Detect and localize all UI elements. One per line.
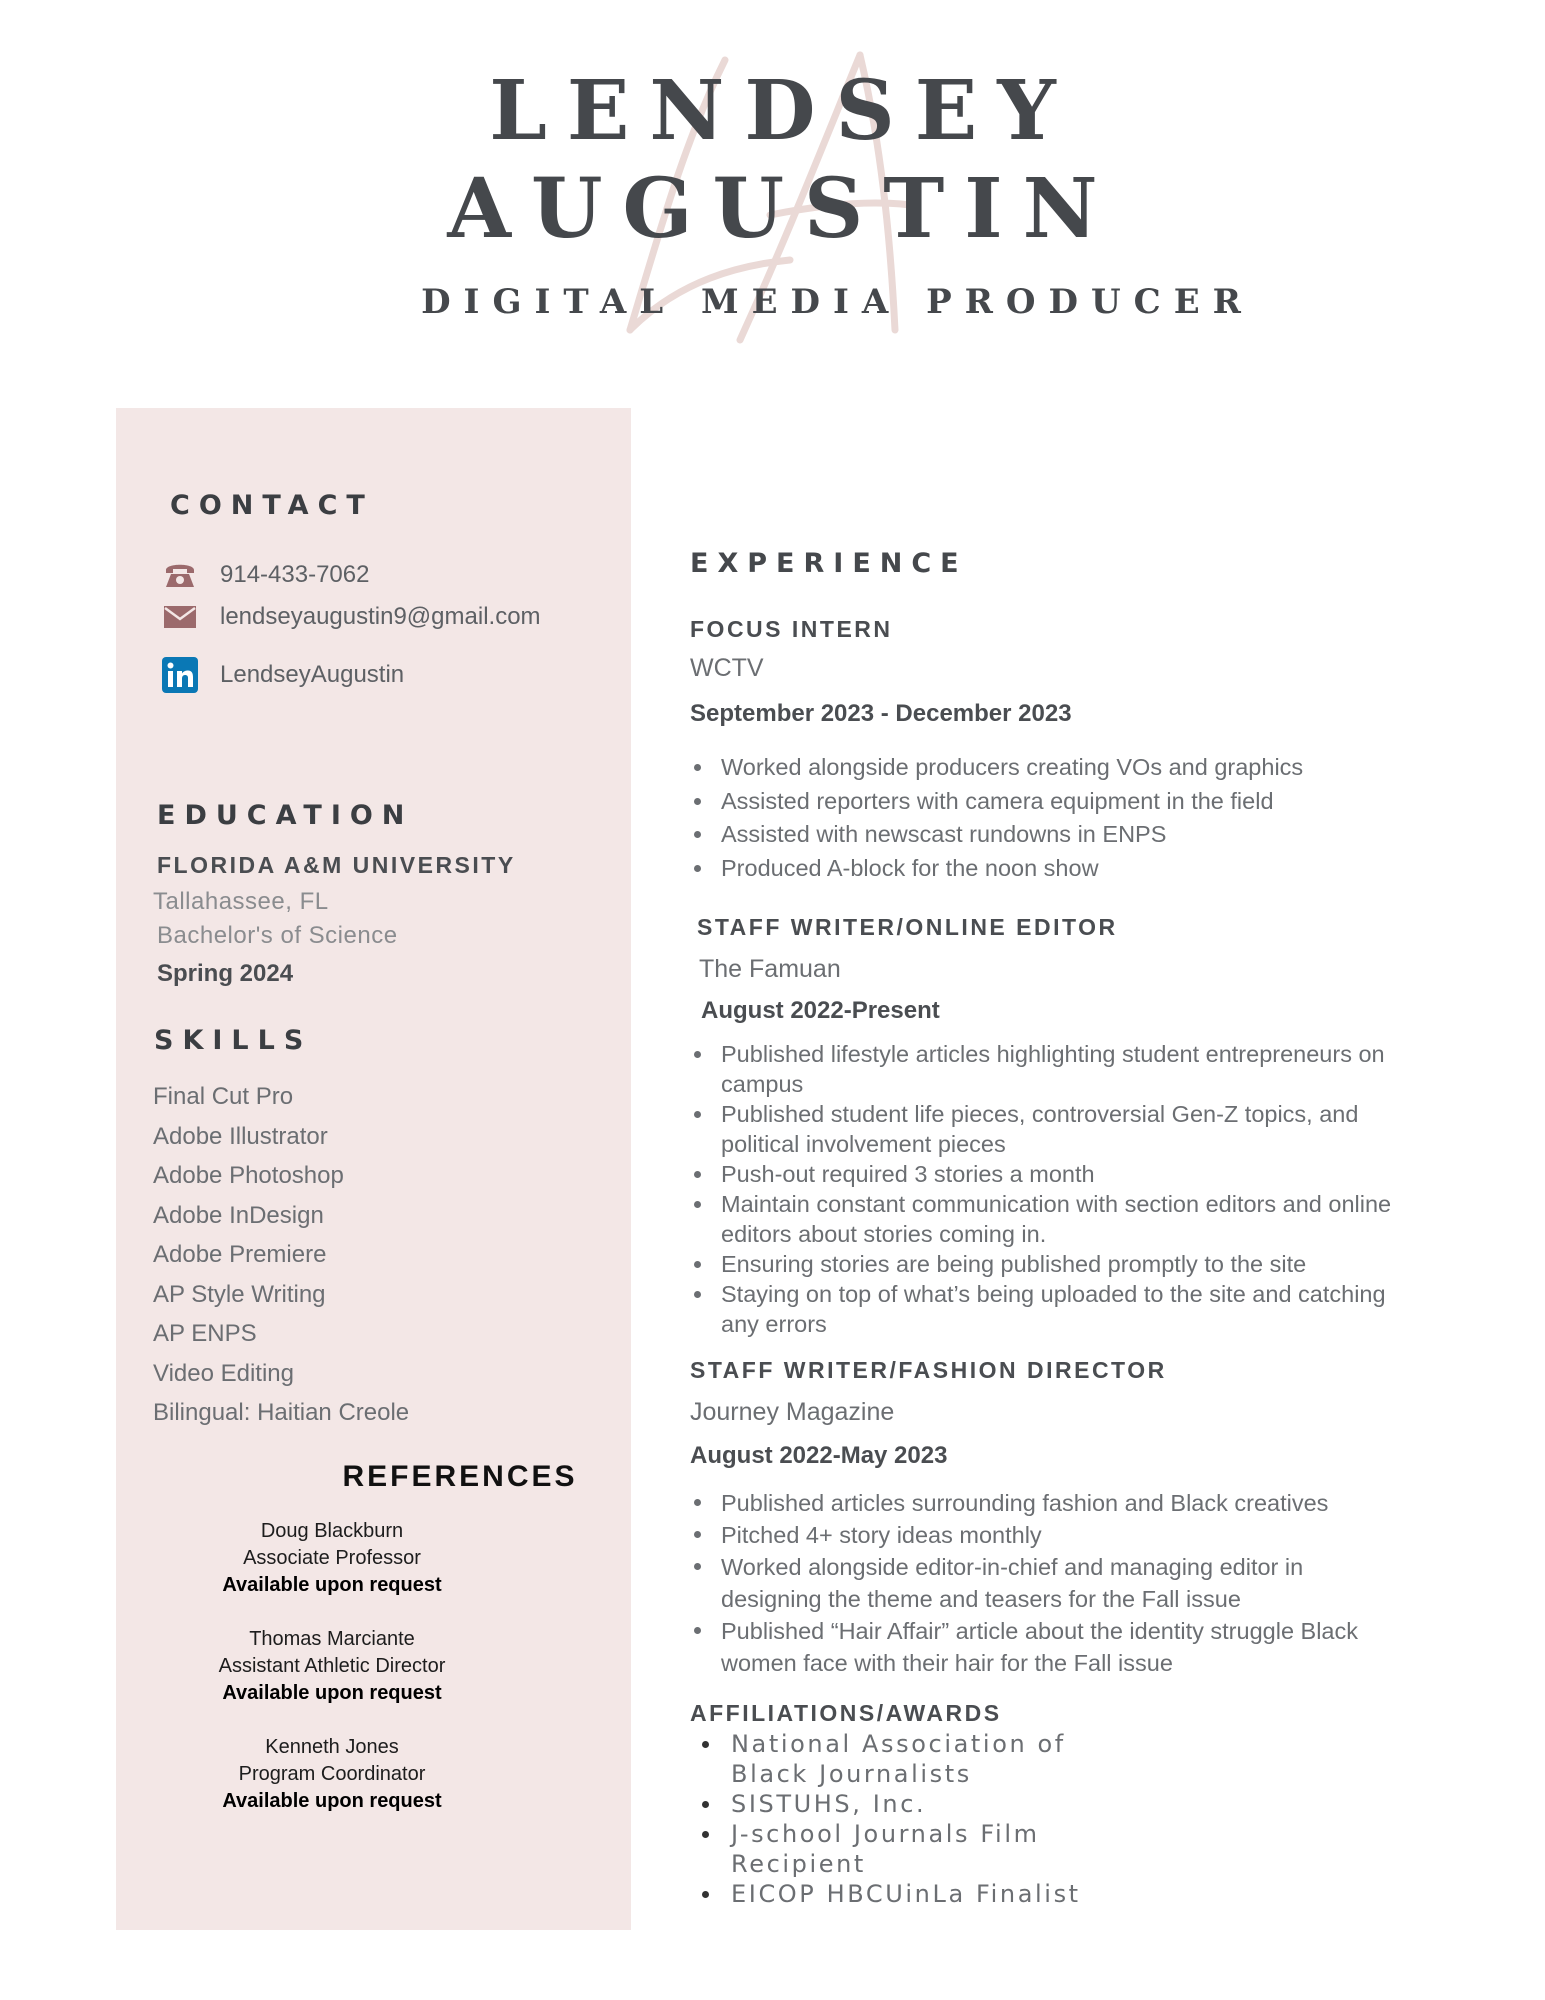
contact-phone	[162, 555, 369, 595]
job-bullet: Pitched 4+ story ideas monthly	[690, 1519, 1410, 1551]
phone-number[interactable]: 914-433-7062	[220, 561, 370, 588]
contact-heading: CONTACT	[170, 490, 374, 521]
reference-name: Kenneth Jones	[265, 1736, 399, 1758]
job-bullet: Assisted reporters with camera equipment in the field	[690, 786, 1410, 820]
mail-icon	[162, 599, 198, 635]
skill-item: Adobe InDesign	[153, 1201, 324, 1229]
email-address[interactable]: lendseyaugustin9@gmail.com	[220, 603, 541, 630]
job-title: DIGITAL MEDIA PRODUCER	[421, 282, 1254, 322]
reference-item	[182, 1518, 482, 1599]
job-bullet: Staying on top of what’s being uploaded to the site and catching any errors	[690, 1279, 1410, 1339]
job-bullet: Published lifestyle articles highlighting student entrepreneurs on campus	[690, 1039, 1410, 1099]
skill-item: AP ENPS	[153, 1320, 257, 1347]
affiliation-item: SISTUHS, Inc.	[690, 1789, 1150, 1819]
job-bullet: Push-out required 3 stories a month	[690, 1159, 1410, 1189]
skills-list	[153, 1080, 409, 1436]
reference-item	[182, 1626, 482, 1707]
skills-heading: SKILLS	[154, 1025, 313, 1056]
reference-role: Associate Professor	[243, 1547, 421, 1569]
job-title: STAFF WRITER/ONLINE EDITOR	[697, 914, 1118, 940]
references-heading: REFERENCES	[342, 1460, 578, 1493]
affiliations-heading: AFFILIATIONS/AWARDS	[690, 1700, 1002, 1726]
job-bullet: Worked alongside editor-in-chief and managing editor in designing the theme and teasers for the Fall issue	[690, 1551, 1410, 1615]
skill-item: Adobe Illustrator	[153, 1122, 328, 1150]
affiliation-item: EICOP HBCUinLa Finalist	[690, 1879, 1150, 1909]
contact-linkedin	[162, 655, 404, 695]
job-title: STAFF WRITER/FASHION DIRECTOR	[690, 1357, 1167, 1383]
affiliations-list	[690, 1729, 1150, 1909]
job-bullet: Worked alongside producers creating VOs and graphics	[690, 752, 1410, 786]
job-date: September 2023 - December 2023	[690, 700, 1072, 727]
job-bullet: Maintain constant communication with section editors and online editors about stories coming in.	[690, 1189, 1410, 1249]
reference-role: Program Coordinator	[238, 1763, 426, 1785]
job-date: August 2022-May 2023	[690, 1442, 948, 1469]
reference-note: Available upon request	[222, 1574, 442, 1596]
job-organization: Journey Magazine	[690, 1398, 895, 1426]
reference-name: Thomas Marciante	[249, 1628, 415, 1650]
job-bullet: Published student life pieces, controversial Gen-Z topics, and political involvement pieces	[690, 1099, 1410, 1159]
reference-note: Available upon request	[222, 1790, 442, 1812]
job-title: FOCUS INTERN	[690, 616, 893, 642]
education-degree: Bachelor's of Science	[157, 922, 398, 949]
job-date: August 2022-Present	[701, 997, 940, 1024]
job-bullet: Assisted with newscast rundowns in ENPS	[690, 819, 1410, 853]
job-bullet: Published articles surrounding fashion and Black creatives	[690, 1487, 1410, 1519]
job-bullet: Ensuring stories are being published promptly to the site	[690, 1249, 1410, 1279]
reference-name: Doug Blackburn	[260, 1520, 404, 1542]
job-organization: The Famuan	[699, 955, 841, 983]
linkedin-icon	[162, 657, 198, 693]
job-bullets	[690, 1487, 1410, 1679]
skill-item: Bilingual: Haitian Creole	[153, 1399, 410, 1426]
last-name: AUGUSTIN	[447, 161, 1118, 257]
reference-role: Assistant Athletic Director	[218, 1655, 446, 1677]
education-heading: EDUCATION	[157, 800, 414, 831]
education-school: FLORIDA A&M UNIVERSITY	[157, 852, 516, 878]
education-location: Tallahassee, FL	[153, 888, 329, 915]
reference-item	[182, 1734, 482, 1815]
job-bullet: Produced A-block for the noon show	[690, 853, 1410, 887]
contact-email	[162, 597, 541, 637]
phone-icon	[162, 557, 198, 593]
job-bullet: Published “Hair Affair” article about the identity struggle Black women face with their hair for the Fall issue	[690, 1615, 1410, 1679]
skill-item: Adobe Photoshop	[153, 1162, 344, 1189]
education-date: Spring 2024	[157, 960, 294, 987]
experience-heading: EXPERIENCE	[690, 548, 968, 579]
skill-item: Video Editing	[153, 1359, 294, 1387]
skill-item: Final Cut Pro	[153, 1083, 294, 1110]
job-organization: WCTV	[690, 654, 764, 682]
first-name: LENDSEY	[489, 63, 1076, 159]
skill-item: AP Style Writing	[153, 1280, 326, 1308]
job-bullets	[690, 752, 1410, 886]
job-bullets	[690, 1039, 1410, 1339]
affiliation-item: J-school Journals Film Recipient	[690, 1819, 1150, 1879]
reference-note: Available upon request	[222, 1682, 442, 1704]
skill-item: Adobe Premiere	[153, 1241, 327, 1268]
affiliation-item: National Association of Black Journalists	[690, 1729, 1150, 1789]
linkedin-handle[interactable]: LendseyAugustin	[220, 661, 405, 688]
